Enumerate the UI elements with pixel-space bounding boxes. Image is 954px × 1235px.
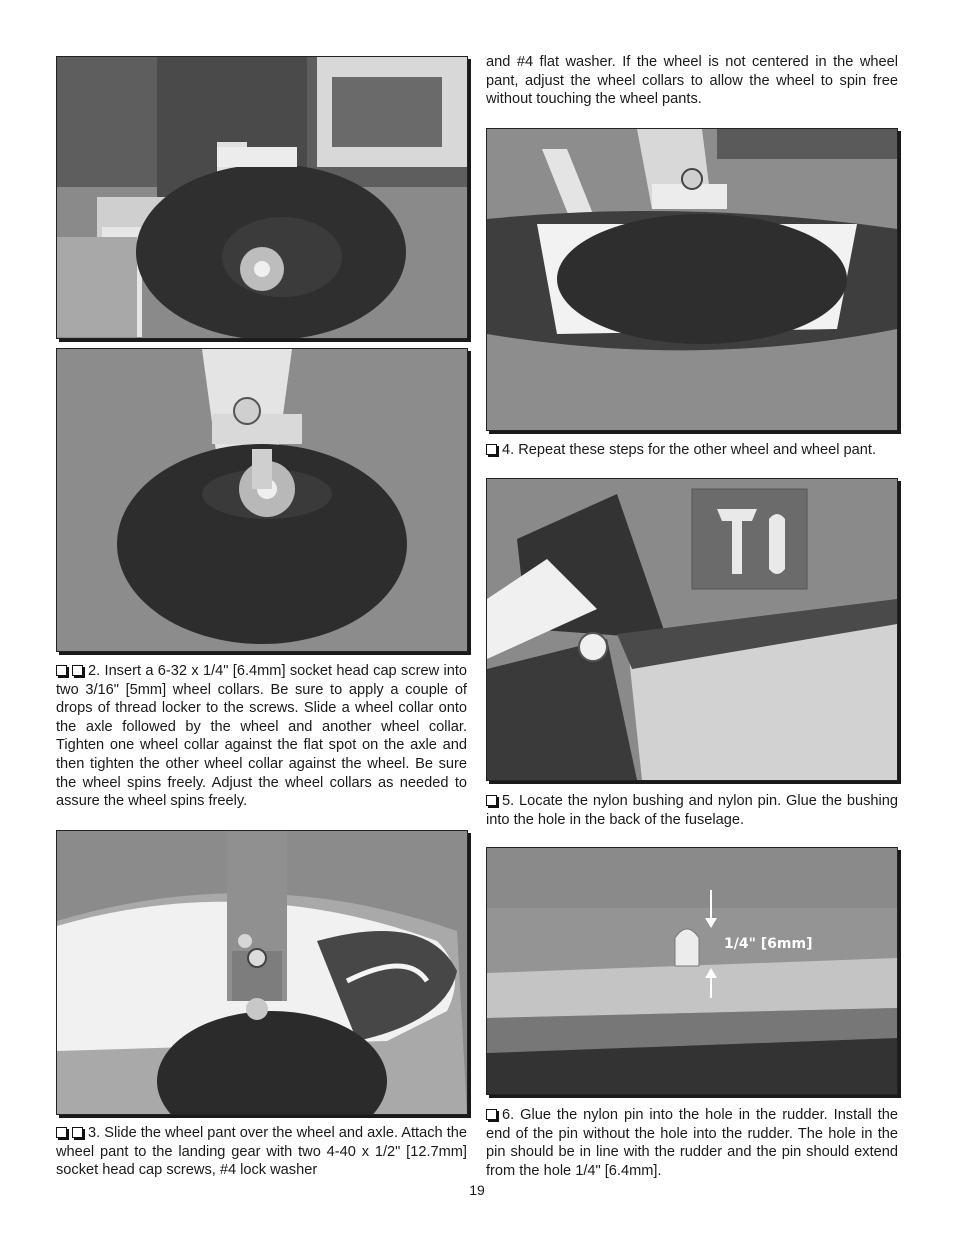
checkbox-icon[interactable] bbox=[56, 1127, 67, 1138]
step4-caption bbox=[486, 441, 898, 460]
photo-nylon-pin-rudder bbox=[486, 847, 898, 1095]
step3-continued-text: and #4 flat washer. If the wheel is not centered in the wheel pant, adjust the wheel collars to allow the wheel to spin free without touching the wheel pants. bbox=[486, 54, 898, 108]
step3-text: 3. Slide the wheel pant over the wheel and axle. Attach the wheel pant to the landing gear with two 4-40 x 1/2" [12.7mm] socket head cap screws, #4 lock washer bbox=[56, 1125, 467, 1179]
step3-caption bbox=[56, 1124, 467, 1180]
photo-wheel-pant-attached bbox=[56, 830, 468, 1115]
photo-wheel-closeup bbox=[56, 348, 468, 652]
checkbox-icon[interactable] bbox=[72, 1127, 83, 1138]
step4-text: 4. Repeat these steps for the other wheel and wheel pant. bbox=[502, 442, 877, 458]
photo-nylon-bushing-pin bbox=[486, 478, 898, 781]
page-number: 19 bbox=[469, 1182, 485, 1198]
step2-text: 2. Insert a 6-32 x 1/4" [6.4mm] socket head cap screw into two 3/16" [5mm] wheel collars. Be sure to apply a couple of drops of thread locker to the screws. Slide a wheel collar onto the axle followed by the wheel and another wheel collar. Tighten one wheel collar against the flat spot on the axle and then tighten the other wheel collar against the wheel. Be sure the wheel spins freely. Adjust the wheel collars as needed to assure the wheel spins freely. bbox=[56, 663, 467, 810]
photo-wheel-on-gear bbox=[56, 56, 468, 339]
step5-caption bbox=[486, 792, 898, 829]
step2-caption bbox=[56, 662, 467, 811]
step3-caption-continued bbox=[486, 53, 898, 109]
step6-text: 6. Glue the nylon pin into the hole in the rudder. Install the end of the pin without the hole into the rudder. The hole in the pin should be in line with the rudder and the pin should extend from the hole 1/4" [6.4mm]. bbox=[486, 1107, 898, 1179]
checkbox-icon[interactable] bbox=[56, 665, 67, 676]
step5-text: 5. Locate the nylon bushing and nylon pin. Glue the bushing into the hole in the back of the fuselage. bbox=[486, 793, 898, 828]
step6-caption bbox=[486, 1106, 898, 1180]
pin-dimension-label: 1/4" [6mm] bbox=[724, 936, 813, 952]
checkbox-icon[interactable] bbox=[72, 665, 83, 676]
checkbox-icon[interactable] bbox=[486, 444, 497, 455]
checkbox-icon[interactable] bbox=[486, 1109, 497, 1120]
photo-wheel-in-pant bbox=[486, 128, 898, 431]
checkbox-icon[interactable] bbox=[486, 795, 497, 806]
